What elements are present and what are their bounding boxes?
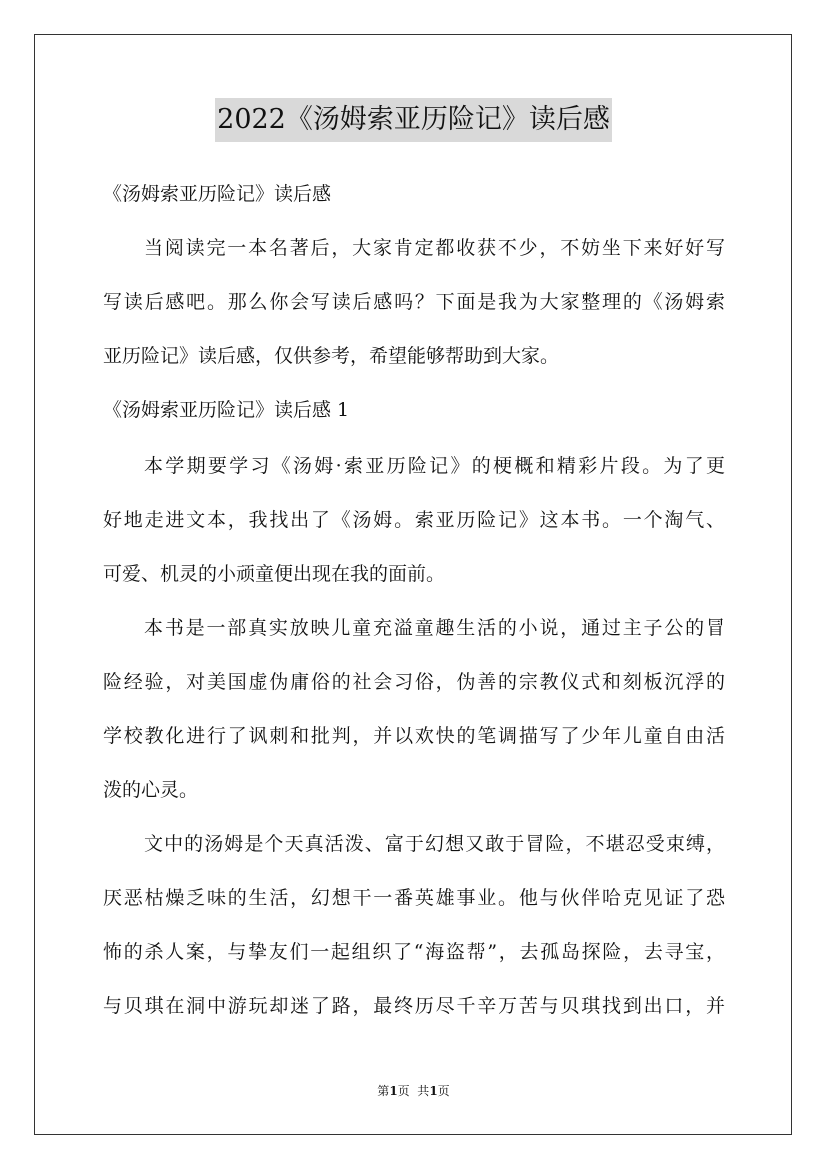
footer-total-pages: 1 (429, 1084, 438, 1098)
paragraph-line: 文中的汤姆是个天真活泼、富于幻想又敢于冒险，不堪忍受束缚， (144, 833, 725, 855)
paragraph-line: 写读后感吧。那么你会写读后感吗？下面是我为大家整理的《汤姆索 (103, 291, 725, 313)
footer-middle: 页 共 (397, 1084, 430, 1098)
paragraph-line: 怖的杀人案，与挚友们一起组织了“海盗帮”，去孤岛探险，去寻宝， (103, 941, 725, 963)
document-title: 2022《汤姆索亚历险记》读后感 (215, 98, 612, 142)
paragraph-line: 与贝琪在洞中游玩却迷了路，最终历尽千辛万苦与贝琪找到出口，并 (103, 995, 725, 1017)
paragraph-line: 当阅读完一本名著后，大家肯定都收获不少，不妨坐下来好好写 (144, 237, 725, 259)
page-footer (0, 1083, 827, 1099)
paragraph-line: 学校教化进行了讽刺和批判，并以欢快的笔调描写了少年儿童自由活 (103, 725, 725, 747)
paragraph-line: 好地走进文本，我找出了《汤姆。索亚历险记》这本书。一个淘气、 (103, 509, 725, 531)
paragraph-line: 本学期要学习《汤姆·索亚历险记》的梗概和精彩片段。为了更 (144, 455, 725, 477)
paragraph-line: 险经验，对美国虚伪庸俗的社会习俗，伪善的宗教仪式和刻板沉浮的 (103, 671, 725, 693)
paragraph-line: 本书是一部真实放映儿童充溢童趣生活的小说，通过主子公的冒 (144, 617, 725, 639)
footer-page-number: 1 (389, 1084, 398, 1098)
subtitle-line: 《汤姆索亚历险记》读后感 (103, 183, 332, 205)
paragraph-line: 亚历险记》读后感，仅供参考，希望能够帮助到大家。 (103, 345, 560, 367)
section-heading: 《汤姆索亚历险记》读后感 1 (103, 399, 350, 421)
paragraph-line: 泼的心灵。 (103, 779, 199, 801)
footer-prefix: 第 (377, 1084, 390, 1098)
paragraph-line: 厌恶枯燥乏味的生活，幻想干一番英雄事业。他与伙伴哈克见证了恐 (103, 887, 725, 909)
paragraph-line: 可爱、机灵的小顽童便出现在我的面前。 (103, 563, 446, 585)
footer-suffix: 页 (437, 1084, 450, 1098)
title-container (0, 98, 827, 142)
